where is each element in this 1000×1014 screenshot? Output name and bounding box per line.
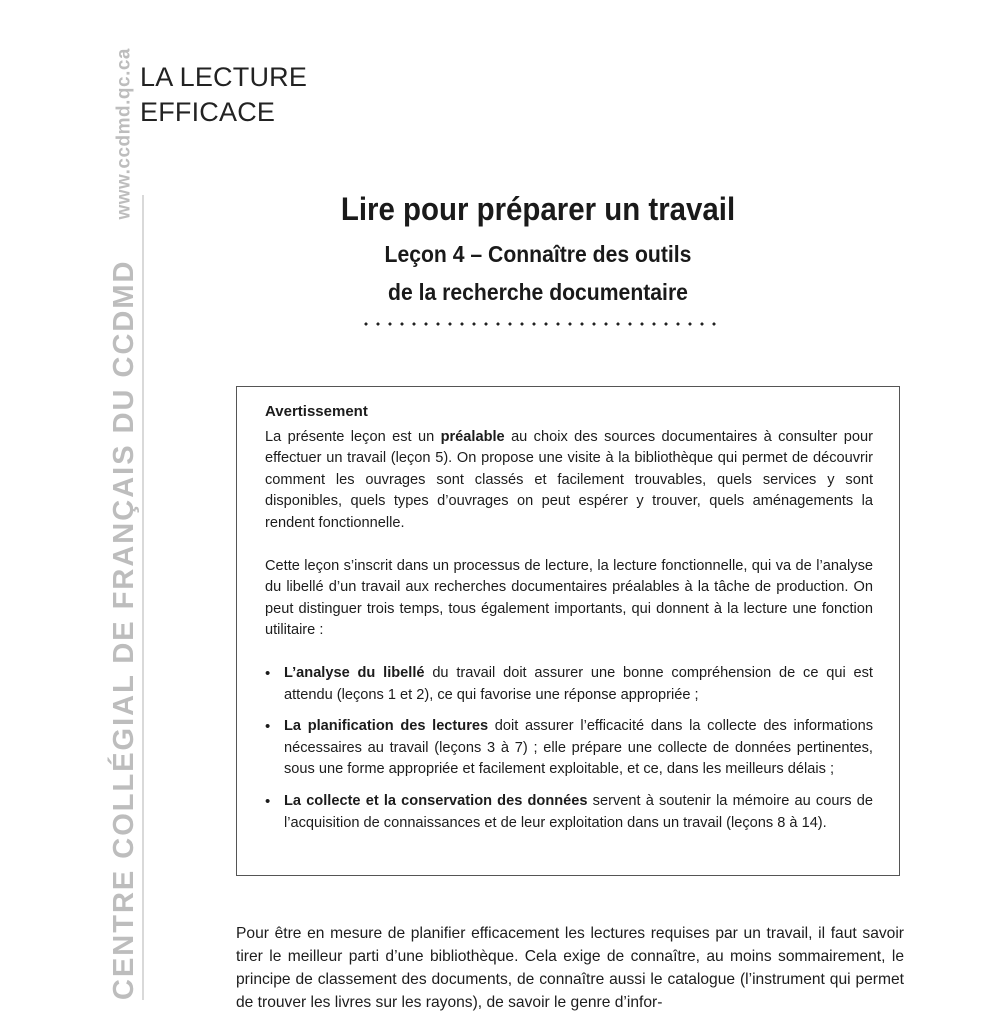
notice-box bbox=[236, 386, 900, 876]
notice-p1-end: au choix des sources documentaires à consulter pour effectuer un travail (leçon 5). On propose une visite à la bibliothèque qui permet de découvrir comment les ouvrages sont classés et facilement trouvables, quels services y sont disponibles, quels types d’ouvrages on peut espérer y trouver, quels aménagements la rendent fonctionnelle. bbox=[265, 428, 873, 531]
sidebar-url: www.ccdmd.qc.ca bbox=[113, 48, 135, 220]
bullet-icon: • bbox=[265, 792, 271, 810]
bullet-icon: • bbox=[265, 718, 271, 736]
lesson-subtitle-line-1: Leçon 4 – Connaître des outils bbox=[384, 241, 692, 267]
list-item-term: La planification des lectures bbox=[284, 718, 489, 735]
series-title-line-2: EFFICACE bbox=[140, 97, 276, 127]
notice-p1-start: La présente leçon est un bbox=[265, 428, 441, 445]
bullet-icon: • bbox=[265, 664, 271, 682]
notice-p1-emphasis: préalable bbox=[440, 428, 505, 445]
series-title-line-1: LA LECTURE bbox=[140, 62, 308, 92]
margin-rule bbox=[142, 195, 144, 1000]
notice-paragraph-2: Cette leçon s’inscrit dans un processus de lecture, la lecture fonctionnelle, qui va de l’analyse du libellé d’un travail aux recherches documentaires préalables à la tâche de production. On peut distinguer trois temps, tous également importants, qui donnent à la lecture une fonction utilitaire : bbox=[265, 557, 873, 639]
lesson-subtitle-line-2: de la recherche documentaire bbox=[388, 279, 688, 305]
body-paragraph: Pour être en mesure de planifier efficacement les lectures requises par un travail, il faut savoir tirer le meilleur parti d’une bibliothèque. Cela exige de connaître, au moins sommairement, le principe de classement des documents, de connaître aussi le catalogue (l’instrument qui permet de trouver les livres sur les rayons), de savoir le genre d’infor- bbox=[236, 925, 904, 1011]
notice-heading: Avertissement bbox=[265, 403, 368, 420]
list-item-text: du travail doit assurer une bonne compréhension de ce qui est attendu (leçons 1 et 2), ce qui favorise une réponse appropriée ; bbox=[284, 664, 873, 703]
dotted-divider bbox=[360, 322, 716, 326]
list-item-text: doit assurer l’efficacité dans la collecte des informations nécessaires au travail (leçons 3 à 7) ; elle prépare une collecte de données pertinentes, sous une forme appropriée et facilement exploitable, et ce, dans les meilleurs délais ; bbox=[284, 718, 874, 778]
list-item-text: servent à soutenir la mémoire au cours de l’acquisition de connaissances et de leur exploitation dans un travail (leçons 8 à 14). bbox=[284, 792, 874, 831]
list-item bbox=[265, 663, 873, 706]
notice-bullet-list bbox=[265, 663, 873, 834]
list-item bbox=[265, 791, 873, 834]
notice-paragraph-1 bbox=[265, 427, 873, 535]
list-item bbox=[265, 716, 873, 781]
list-item-term: L’analyse du libellé bbox=[284, 664, 425, 681]
list-item-term: La collecte et la conservation des données bbox=[284, 792, 588, 809]
series-title bbox=[140, 60, 307, 130]
sidebar-brand: CENTRE COLLÉGIAL DE FRANÇAIS DU CCDMD bbox=[108, 259, 140, 1000]
sidebar-branding bbox=[108, 48, 141, 1000]
page-title: Lire pour préparer un travail bbox=[340, 191, 736, 227]
title-block bbox=[236, 188, 840, 326]
